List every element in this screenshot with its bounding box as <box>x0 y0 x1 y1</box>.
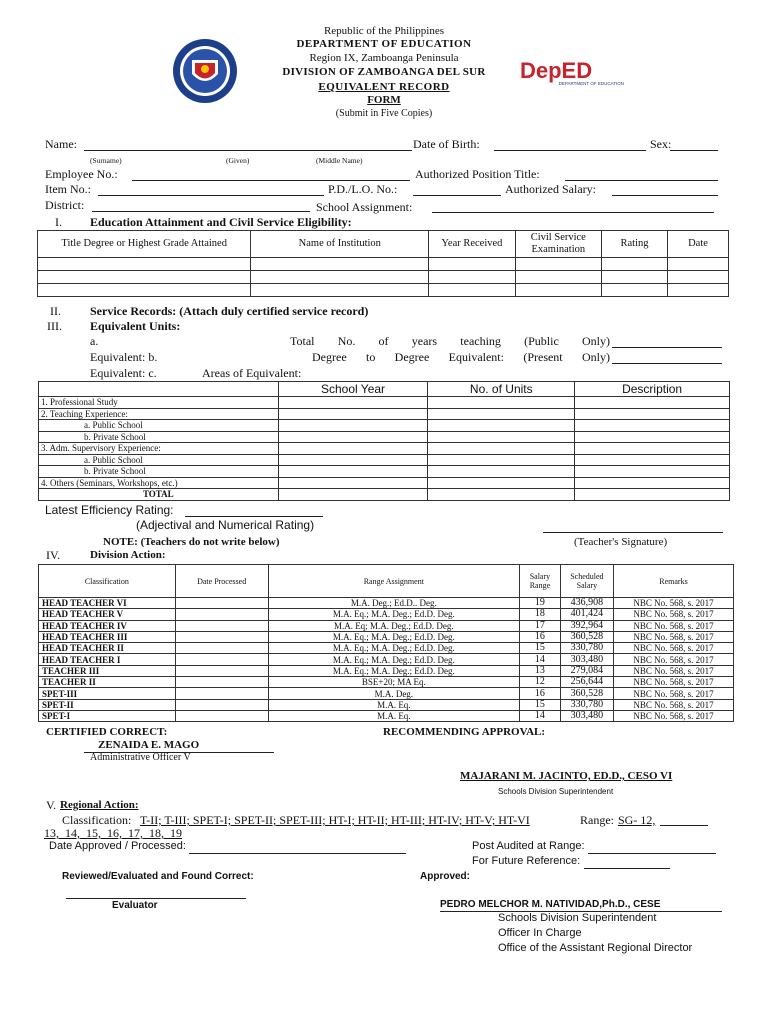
cell-range-assignment: M.A. Deg.; Ed.D.. Deg. <box>268 598 519 609</box>
cell-salary-range: 13 <box>520 665 561 676</box>
cell-scheduled-salary: 256,644 <box>560 677 613 688</box>
header-republic: Republic of the Philippines <box>323 25 445 37</box>
section5-title: Regional Action: <box>60 799 139 811</box>
rd-name: PEDRO MELCHOR M. NATIVIDAD,Ph.D., CESE <box>440 899 661 910</box>
sex-label: Sex: <box>650 137 672 151</box>
cell-classification: SPET-II <box>39 699 176 710</box>
cell-remarks: NBC No. 568, s. 2017 <box>613 643 733 654</box>
future-ref-field[interactable] <box>584 868 670 869</box>
cell-salary-range: 18 <box>520 609 561 620</box>
equiv-a-left: a. <box>90 334 99 348</box>
cell-range-assignment: M.A. Eq. <box>268 699 519 710</box>
table-row[interactable] <box>38 284 729 297</box>
sex-field[interactable] <box>670 150 718 151</box>
range-continuation[interactable]: 13, 14, 15, 16, 17, 18, 19 <box>44 826 182 840</box>
district-field[interactable] <box>92 211 310 212</box>
table-row[interactable] <box>39 688 734 699</box>
section2-number: II. <box>50 304 61 318</box>
cell-salary-range: 15 <box>520 643 561 654</box>
section1-title: Education Attainment and Civil Service Eligibility: <box>90 215 352 229</box>
col-rating: Rating <box>601 231 667 258</box>
cell-scheduled-salary: 392,964 <box>560 620 613 631</box>
row-teaching-private: b. Private School <box>39 431 279 443</box>
col-range-assignment: Range Assignment <box>268 565 519 598</box>
col-no-units: No. of Units <box>428 382 575 397</box>
auth-position-field[interactable] <box>565 180 718 181</box>
cell-range-assignment: M.A. Eq.; M.A. Deg.; Ed.D. Deg. <box>268 654 519 665</box>
school-assignment-field[interactable] <box>432 212 714 213</box>
form-instruction: (Submit in Five Copies) <box>335 108 433 119</box>
rd-title-2: Officer In Charge <box>498 927 582 939</box>
latest-rating-label: Latest Efficiency Rating: <box>45 503 174 517</box>
cell-classification: HEAD TEACHER VI <box>39 598 176 609</box>
col-date: Date <box>668 231 729 258</box>
range-value[interactable]: SG- 12, <box>618 813 656 827</box>
equiv-a-text: Total No. of years teaching (Public Only) <box>290 334 610 348</box>
auth-salary-field[interactable] <box>612 195 718 196</box>
form-title: EQUIVALENT RECORD <box>318 81 450 93</box>
col-area <box>39 382 279 397</box>
deped-logo-text: DepED <box>520 58 593 83</box>
item-no-label: Item No.: <box>45 182 91 196</box>
equivalent-units-table <box>38 381 730 501</box>
cell-range-assignment: M.A. Eq. <box>268 710 519 721</box>
signature-caption: (Teacher's Signature) <box>574 536 668 548</box>
cell-scheduled-salary: 401,424 <box>560 609 613 620</box>
cell-classification: TEACHER II <box>39 677 176 688</box>
cell-range-assignment: M.A. Deg. <box>268 688 519 699</box>
name-field[interactable] <box>84 150 412 151</box>
section1-number: I. <box>55 215 62 229</box>
auth-salary-label: Authorized Salary: <box>505 182 596 196</box>
table-row[interactable] <box>39 477 730 489</box>
post-audited-label: Post Audited at Range: <box>472 840 585 852</box>
table-row[interactable] <box>39 397 730 409</box>
school-assignment-label: School Assignment: <box>316 200 413 214</box>
cell-classification: HEAD TEACHER III <box>39 631 176 642</box>
cell-classification: SPET-I <box>39 710 176 721</box>
header-region: Region IX, Zamboanga Peninsula <box>309 52 459 64</box>
cell-remarks: NBC No. 568, s. 2017 <box>613 598 733 609</box>
col-classification: Classification <box>39 565 176 598</box>
table-row[interactable] <box>39 454 730 466</box>
item-no-field[interactable] <box>98 195 324 196</box>
latest-rating-field[interactable] <box>185 516 323 517</box>
cell-scheduled-salary: 303,480 <box>560 710 613 721</box>
table-row[interactable] <box>39 420 730 432</box>
cell-scheduled-salary: 279,084 <box>560 665 613 676</box>
pdlo-label: P.D./L.O. No.: <box>328 182 398 196</box>
cell-remarks: NBC No. 568, s. 2017 <box>613 677 733 688</box>
evaluator-label: Evaluator <box>112 900 158 911</box>
table-row[interactable] <box>39 443 730 455</box>
col-title-degree: Title Degree or Highest Grade Attained <box>38 231 251 258</box>
cell-date-processed <box>175 677 268 688</box>
cell-remarks: NBC No. 568, s. 2017 <box>613 665 733 676</box>
equiv-b-field[interactable] <box>612 363 722 364</box>
cell-date-processed <box>175 609 268 620</box>
deped-logo-subtext: DEPARTMENT OF EDUCATION <box>558 81 624 86</box>
table-row[interactable] <box>39 408 730 420</box>
education-table-header <box>38 231 729 258</box>
section2-title: Service Records: (Attach duly certified service record) <box>90 304 369 318</box>
district-label: District: <box>45 198 85 212</box>
cell-remarks: NBC No. 568, s. 2017 <box>613 710 733 721</box>
table-row[interactable] <box>38 271 729 284</box>
table-row[interactable] <box>38 258 729 271</box>
cell-date-processed <box>175 620 268 631</box>
table-row[interactable] <box>39 654 734 665</box>
col-salary-range: Salary Range <box>520 565 561 598</box>
cell-classification: SPET-III <box>39 688 176 699</box>
division-action-table <box>38 564 734 722</box>
table-row[interactable] <box>39 699 734 710</box>
note-text: NOTE: (Teachers do not write below) <box>103 536 280 548</box>
classification-value[interactable]: T-II; T-III; SPET-I; SPET-II; SPET-III; HT-I; HT-II; HT-III; HT-IV; HT-V; HT-VI <box>140 813 530 827</box>
cell-range-assignment: M.A. Eq; M.A. Deg.; Ed.D. Deg. <box>268 620 519 631</box>
cell-scheduled-salary: 360,528 <box>560 631 613 642</box>
range-label: Range: <box>580 813 614 827</box>
cell-range-assignment: M.A. Eq.; M.A. Deg.; Ed.D. Deg. <box>268 631 519 642</box>
col-remarks: Remarks <box>613 565 733 598</box>
evaluator-signature-line <box>66 898 246 899</box>
ao-title: Administrative Officer V <box>90 752 191 763</box>
form-subtitle: FORM <box>367 94 401 106</box>
certified-label: CERTIFIED CORRECT: <box>46 726 168 738</box>
cell-salary-range: 19 <box>520 598 561 609</box>
cell-date-processed <box>175 665 268 676</box>
table-row[interactable] <box>39 466 730 478</box>
middle-caption: (Middle Name) <box>316 156 363 165</box>
row-professional-study: 1. Professional Study <box>39 397 279 409</box>
section3-title: Equivalent Units: <box>90 319 181 333</box>
cell-scheduled-salary: 436,908 <box>560 598 613 609</box>
units-table-header <box>39 382 730 397</box>
sds-title: Schools Division Superintendent <box>498 787 614 796</box>
cell-salary-range: 17 <box>520 620 561 631</box>
equiv-a-field[interactable] <box>612 347 722 348</box>
cell-date-processed <box>175 699 268 710</box>
cell-salary-range: 12 <box>520 677 561 688</box>
division-table-header <box>39 565 734 598</box>
cell-remarks: NBC No. 568, s. 2017 <box>613 688 733 699</box>
surname-caption: (Surname) <box>90 156 122 165</box>
cell-date-processed <box>175 643 268 654</box>
table-row[interactable] <box>39 643 734 654</box>
equiv-c-text: Areas of Equivalent: <box>202 366 302 380</box>
education-table <box>37 230 729 297</box>
header-division: DIVISION OF ZAMBOANGA DEL SUR <box>282 66 486 78</box>
cell-remarks: NBC No. 568, s. 2017 <box>613 631 733 642</box>
row-others: 4. Others (Seminars, Workshops, etc.) <box>39 477 279 489</box>
table-row[interactable] <box>39 598 734 609</box>
table-row[interactable] <box>39 489 730 501</box>
ao-name: ZENAIDA E. MAGO <box>98 739 200 751</box>
adjectival-caption: (Adjectival and Numerical Rating) <box>136 518 315 532</box>
table-row[interactable] <box>39 665 734 676</box>
cell-scheduled-salary: 360,528 <box>560 688 613 699</box>
reviewed-label: Reviewed/Evaluated and Found Correct: <box>62 871 254 882</box>
col-scheduled-salary: Scheduled Salary <box>560 565 613 598</box>
cell-remarks: NBC No. 568, s. 2017 <box>613 699 733 710</box>
cell-date-processed <box>175 654 268 665</box>
cell-range-assignment: BSE+20; MA Eq. <box>268 677 519 688</box>
approved-label: Approved: <box>420 871 470 882</box>
teacher-signature-field[interactable] <box>543 532 723 533</box>
section4-number: IV. <box>46 548 61 562</box>
post-audited-field[interactable] <box>588 853 716 854</box>
col-date-processed: Date Processed <box>175 565 268 598</box>
col-description: Description <box>575 382 730 397</box>
cell-salary-range: 15 <box>520 699 561 710</box>
rd-title-1: Schools Division Superintendent <box>498 912 657 924</box>
table-row[interactable] <box>39 431 730 443</box>
employee-no-label: Employee No.: <box>45 167 118 181</box>
pdlo-field[interactable] <box>413 195 501 196</box>
auth-position-label: Authorized Position Title: <box>415 167 540 181</box>
cell-salary-range: 16 <box>520 688 561 699</box>
col-institution: Name of Institution <box>251 231 429 258</box>
row-adm-supervisory: 3. Adm. Supervisory Experience: <box>39 443 279 455</box>
section3-number: III. <box>47 319 62 333</box>
table-row[interactable] <box>39 609 734 620</box>
col-civil-service: Civil Service Examination <box>515 231 601 258</box>
cell-scheduled-salary: 303,480 <box>560 654 613 665</box>
dob-field[interactable] <box>494 150 646 151</box>
future-ref-label: For Future Reference: <box>472 855 581 867</box>
row-total: TOTAL <box>39 489 279 501</box>
cell-date-processed <box>175 631 268 642</box>
cell-classification: HEAD TEACHER II <box>39 643 176 654</box>
table-row[interactable] <box>39 677 734 688</box>
cell-classification: HEAD TEACHER I <box>39 654 176 665</box>
cell-salary-range: 16 <box>520 631 561 642</box>
header-department: DEPARTMENT OF EDUCATION <box>296 38 472 50</box>
row-teaching-experience: 2. Teaching Experience: <box>39 408 279 420</box>
row-teaching-public: a. Public School <box>39 420 279 432</box>
table-row[interactable] <box>39 620 734 631</box>
cell-range-assignment: M.A. Eq.; M.A. Deg.; Ed.D. Deg. <box>268 609 519 620</box>
name-label: Name: <box>45 137 77 151</box>
row-adm-public: a. Public School <box>39 454 279 466</box>
date-approved-field[interactable] <box>189 853 406 854</box>
cell-date-processed <box>175 710 268 721</box>
rd-title-3: Office of the Assistant Regional Director <box>498 942 693 954</box>
equiv-c-left: Equivalent: c. <box>90 366 157 380</box>
section5-number: V. <box>46 798 57 812</box>
cell-range-assignment: M.A. Eq.; M.A. Deg.; Ed.D. Deg. <box>268 665 519 676</box>
cell-range-assignment: M.A. Eq.; M.A. Deg.; Ed.D. Deg. <box>268 643 519 654</box>
dob-label: Date of Birth: <box>413 137 480 151</box>
row-adm-private: b. Private School <box>39 466 279 478</box>
cell-remarks: NBC No. 568, s. 2017 <box>613 620 733 631</box>
cell-salary-range: 14 <box>520 710 561 721</box>
cell-classification: HEAD TEACHER V <box>39 609 176 620</box>
given-caption: (Given) <box>226 156 250 165</box>
col-school-year: School Year <box>278 382 428 397</box>
date-approved-label: Date Approved / Processed: <box>49 840 186 852</box>
cell-classification: HEAD TEACHER IV <box>39 620 176 631</box>
classification-label: Classification: <box>62 813 132 827</box>
cell-date-processed <box>175 688 268 699</box>
cell-remarks: NBC No. 568, s. 2017 <box>613 609 733 620</box>
cell-date-processed <box>175 598 268 609</box>
equiv-b-text: Degree to Degree Equivalent: (Present Only) <box>312 350 610 364</box>
cell-scheduled-salary: 330,780 <box>560 643 613 654</box>
table-row[interactable] <box>39 631 734 642</box>
equiv-b-left: Equivalent: b. <box>90 350 158 364</box>
col-year-received: Year Received <box>429 231 515 258</box>
section4-title: Division Action: <box>90 549 166 561</box>
cell-scheduled-salary: 330,780 <box>560 699 613 710</box>
table-row[interactable] <box>39 710 734 721</box>
range-line <box>660 825 708 826</box>
sds-name: MAJARANI M. JACINTO, ED.D., CESO VI <box>460 770 673 782</box>
cell-remarks: NBC No. 568, s. 2017 <box>613 654 733 665</box>
recommending-label: RECOMMENDING APPROVAL: <box>383 726 546 738</box>
cell-salary-range: 14 <box>520 654 561 665</box>
employee-no-field[interactable] <box>132 180 410 181</box>
cell-classification: TEACHER III <box>39 665 176 676</box>
